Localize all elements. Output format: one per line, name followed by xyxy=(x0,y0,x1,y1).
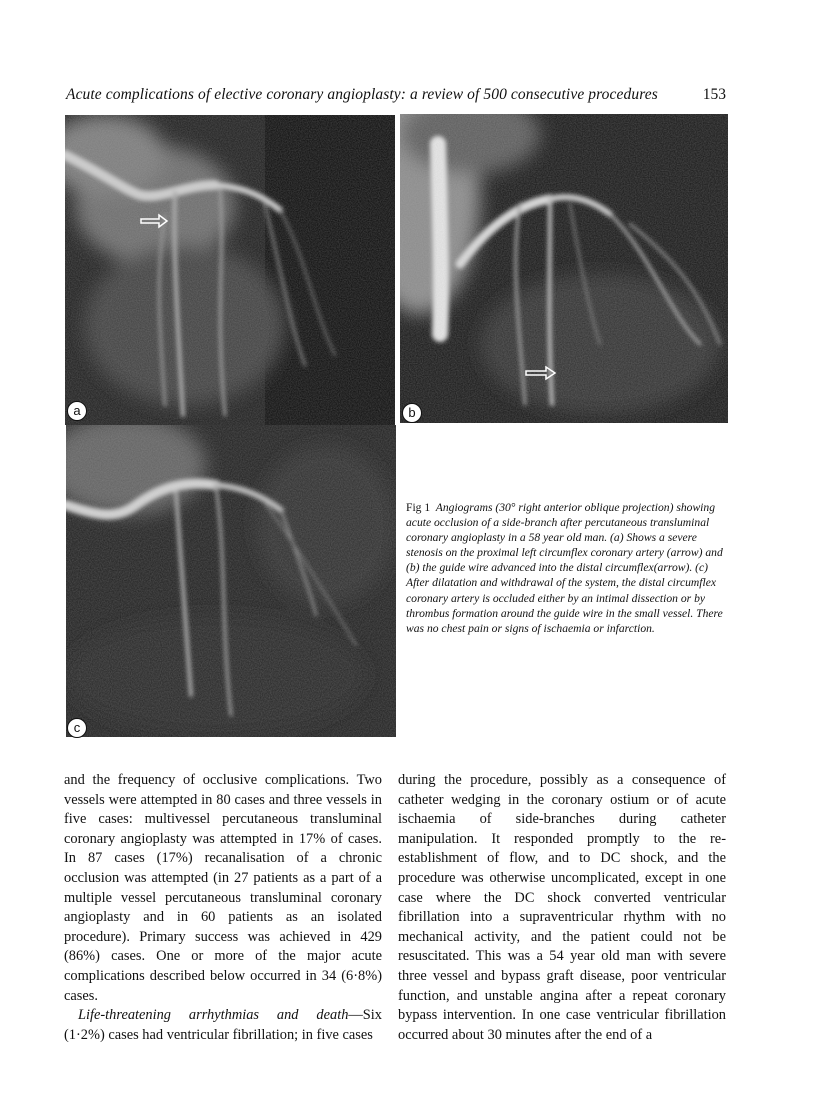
angiogram-b-image xyxy=(400,114,728,423)
running-head xyxy=(66,86,726,106)
body-paragraph: and the frequency of occlusive complications. Two vessels were attempted in 80 cases and three vessels in five cases: multivessel percutaneous transluminal coronary angioplasty was attempted in 17% of cases. In 87 cases (17%) recanalisation of a chronic occlusion was attempted (in 27 patients as a part of a multiple vessel percutaneous transluminal coronary angioplasty and in 60 patients as an isolated procedure). Primary success was achieved in 429 (86%) cases. One or more of the major acute complications described below occurred in 34 (6·8%) cases. xyxy=(64,772,382,1004)
figure-caption-text: Angiograms (30° right anterior oblique projection) showing acute occlusion of a side-branch after percutaneous transluminal coronary angioplasty in a 58 year old man. (a) Shows a severe stenosis on the proximal left circumflex coronary artery (arrow) and (b) the guide wire advanced into the distal circumflex(arrow). (c) After dilatation and withdrawal of the system, the distal circumflex coronary artery is occluded either by an intimal dissection or by thrombus formation around the guide wire in the small vessel. There was no chest pain or signs of ischaemia or infarction. xyxy=(406,501,723,635)
angiogram-panel-a xyxy=(65,115,395,425)
body-paragraph-text: —Six (1·2%) cases had ventricular fibrillation; in five cases xyxy=(64,1007,382,1043)
page-number: 153 xyxy=(702,86,726,103)
body-paragraph xyxy=(64,1006,382,1045)
section-run-in-heading: Life-threatening arrhythmias and death xyxy=(78,1007,349,1024)
angiogram-panel-b xyxy=(400,114,728,423)
body-paragraph: during the procedure, possibly as a consequence of catheter wedging in the coronary ostium or of acute ischaemia of side-branches during catheter manipulation. It responded promptly to the re-establishment of flow, and to DC shock, and the procedure was otherwise uncomplicated, except in one case where the DC shock converted ventricular fibrillation into a supraventricular rhythm with no mechanical activity, and the patient could not be resuscitated. This was a 54 year old man with severe three vessel and bypass graft disease, poor ventricular function, and unstable angina after a repeat coronary bypass intervention. In one case ventricular fibrillation occurred about 30 minutes after the end of a xyxy=(398,772,726,1043)
panel-label-a: a xyxy=(67,401,87,421)
running-title: Acute complications of elective coronary angioplasty: a review of 500 consecutive procedures xyxy=(66,86,658,103)
figure-caption xyxy=(406,500,728,636)
angiogram-panel-c xyxy=(66,425,396,737)
panel-label-c: c xyxy=(67,718,87,738)
figure-label: Fig 1 xyxy=(406,501,431,514)
angiogram-a-image xyxy=(65,115,395,425)
body-column-left xyxy=(64,771,382,1045)
angiogram-c-image xyxy=(66,425,396,737)
panel-label-b: b xyxy=(402,403,422,423)
body-column-right xyxy=(398,771,726,1045)
